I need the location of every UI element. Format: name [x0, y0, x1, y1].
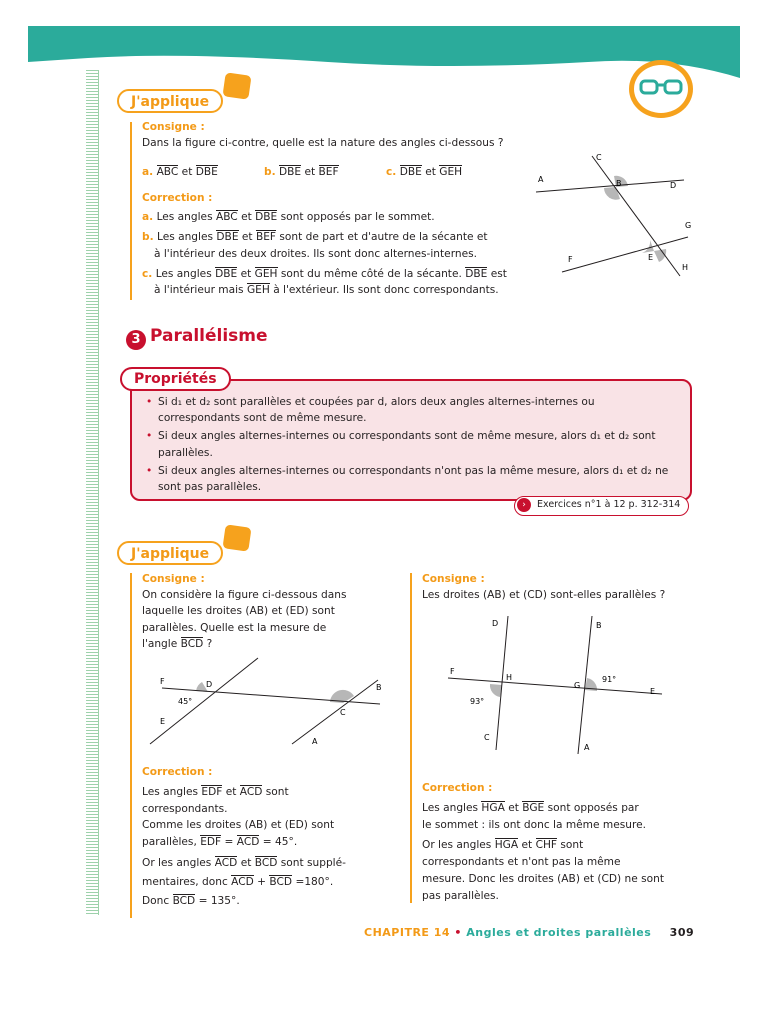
consigne-text: Dans la figure ci-contre, quelle est la nature des angles ci-dessous ? — [142, 137, 504, 150]
correction-c: c. Les angles DBE et GEH sont du même côté de la sécante. DBE est à l'intérieur mais GEH à l'extérieur. Ils sont donc correspondants. — [142, 267, 507, 297]
footer-bullet: • — [454, 926, 462, 939]
label-F: F — [160, 677, 165, 686]
label-B: B — [596, 621, 602, 630]
section-bar-right — [410, 573, 412, 903]
label-F: F — [568, 255, 573, 264]
option-b: b. DBE et BEF — [264, 166, 339, 178]
section-number: 3 — [126, 330, 146, 350]
right-consigne: Consigne : Les droites (AB) et (CD) sont-elles parallèles ? — [422, 573, 666, 602]
footer — [364, 926, 724, 939]
property-3: • Si deux angles alternes-internes ou correspondants n'ont pas la même mesure, alors d₁ et d₂ ne sont pas parallèles. — [146, 463, 678, 495]
label-H: H — [682, 263, 689, 272]
label-A: A — [538, 175, 544, 184]
japplique-badge: J'applique — [117, 89, 223, 113]
label-C: C — [596, 153, 602, 162]
label-A: A — [312, 737, 318, 746]
exercices-text: Exercices n°1 à 12 p. 312-314 — [537, 499, 681, 510]
page-number: 309 — [669, 926, 695, 939]
ruler-decoration — [86, 70, 98, 915]
glasses-icon — [627, 58, 695, 120]
section-bar — [130, 122, 132, 300]
property-1: • Si d₁ et d₂ sont parallèles et coupées par d, alors deux angles alternes-internes ou correspondants sont de même mesure. — [146, 394, 678, 426]
arrow-icon: › — [517, 498, 531, 512]
left-consigne: Consigne : On considère la figure ci-dessous dans laquelle les droites (AB) et (ED) sont parallèles. Quelle est la mesure de l'angle BCD ? — [142, 573, 347, 650]
label-C: C — [340, 708, 346, 717]
label-F: F — [450, 667, 455, 676]
correction-a: a. Les angles ABC et DBE sont opposés par le sommet. — [142, 211, 435, 224]
label-B: B — [616, 179, 622, 188]
consigne-label: Consigne : — [142, 121, 205, 133]
chapter-title: Angles et droites parallèles — [466, 926, 652, 939]
correction-block — [142, 190, 532, 298]
label-D: D — [670, 181, 677, 190]
figure-1 — [528, 150, 708, 280]
consigne-block — [142, 119, 522, 151]
label-D: D — [206, 680, 213, 689]
label-E: E — [648, 253, 654, 262]
label-D: D — [492, 619, 499, 628]
properties-title: Propriétés — [120, 367, 231, 391]
chapter-label: CHAPITRE 14 — [364, 926, 451, 939]
angle-45: 45° — [178, 697, 193, 706]
correction-label: Correction : — [142, 192, 213, 204]
section-bar-left — [130, 573, 132, 918]
japplique-badge-2: J'applique — [117, 541, 223, 565]
figure-2 — [140, 652, 390, 756]
label-E: E — [160, 717, 166, 726]
option-c: c. DBE et GEH — [386, 166, 463, 178]
properties-list — [146, 394, 678, 495]
calculator-icon-2 — [222, 524, 251, 551]
label-G: G — [574, 681, 581, 690]
angle-91: 91° — [602, 675, 617, 684]
figure-3 — [440, 612, 670, 762]
section-title: Parallélisme — [150, 326, 268, 346]
label-B: B — [376, 683, 382, 692]
label-G: G — [685, 221, 692, 230]
left-correction: Correction : Les angles EDF et ACD sont correspondants. Comme les droites (AB) et (ED) sont parallèles, EDF = ACD = 45°. Or les angles ACD et BCD sont supplé- mentaires, donc ACD + BCD =180°. Donc BCD = 135°. — [142, 766, 346, 907]
angle-93: 93° — [470, 697, 485, 706]
exercices-link[interactable] — [514, 496, 689, 516]
label-H: H — [506, 673, 513, 682]
right-correction: Correction : Les angles HGA et BGE sont opposés par le sommet : ils ont donc la même mesure. Or les angles HGA et CHF sont correspondants et n'ont pas la même mesure. Donc les droites (AB) et (CD) ne sont pas parallèles. — [422, 782, 665, 902]
label-E: E — [650, 687, 656, 696]
label-C: C — [484, 733, 490, 742]
option-a: a. ABC et DBE — [142, 166, 218, 178]
label-A: A — [584, 743, 590, 752]
calculator-icon — [222, 72, 251, 99]
correction-b: b. Les angles DBE et BEF sont de part et d'autre de la sécante et à l'intérieur des deux droites. Ils sont donc alternes-internes. — [142, 231, 488, 260]
property-2: • Si deux angles alternes-internes ou correspondants sont de même mesure, alors d₁ et d₂ sont parallèles. — [146, 428, 678, 460]
ruler-line — [98, 70, 99, 915]
